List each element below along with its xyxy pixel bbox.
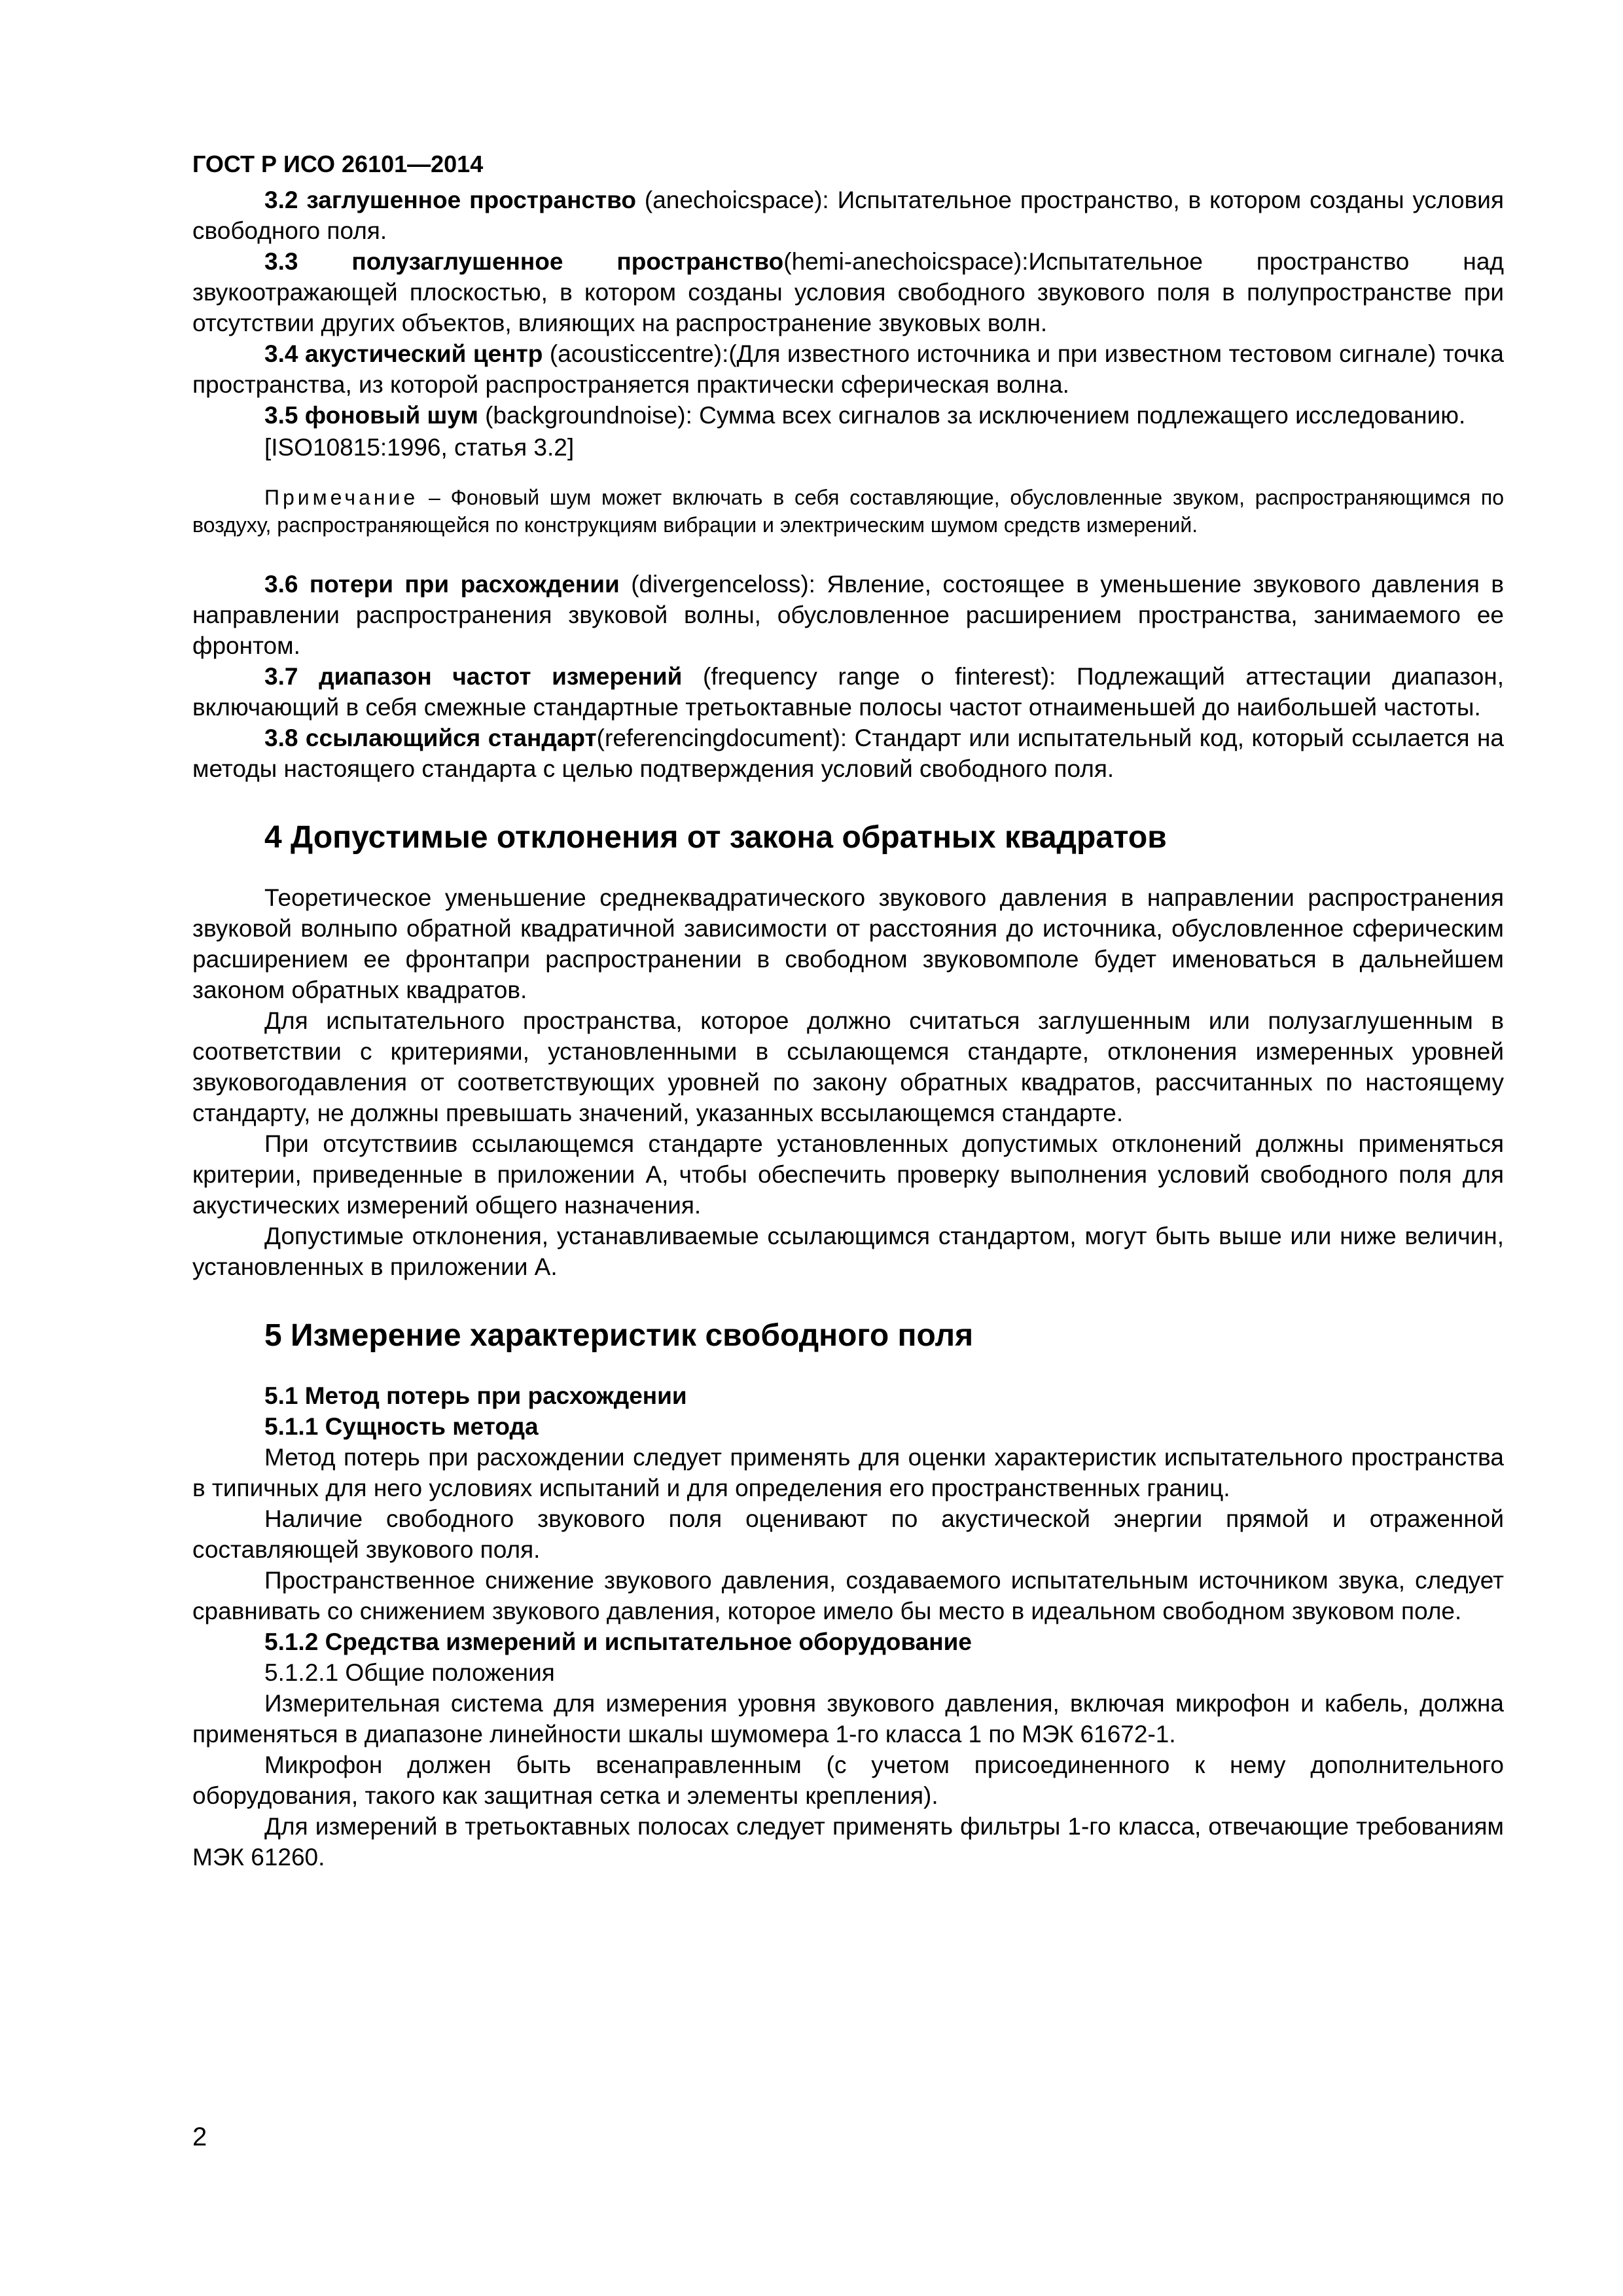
paragraph: Для измерений в третьоктавных полосах следует применять фильтры 1-го класса, отвечающие требованиям МЭК 61260. [192,1813,1504,1871]
definition-text: (backgroundnoise): Сумма всех сигналов за исключением подлежащего исследованию. [478,402,1466,429]
definition-3-5 [192,400,1504,431]
definition-3-7 [192,661,1504,723]
definition-term: 3.8 ссылающийся стандарт [264,725,597,751]
paragraph: Теоретическое уменьшение среднеквадратического звукового давления в направлении распространения звуковой волныпо обратной квадратичной зависимости от расстояния до источника, обусловленное сферическим расширением ее фронтапри распространении в свободном звуковомполе будет именоваться в дальнейшем законом обратных квадратов. [192,884,1504,1003]
reference-citation: [ISO10815:1996, статья 3.2] [264,434,575,461]
section-5-heading: 5 Измерение характеристик свободного поля [264,1318,974,1353]
definition-text: (acousticcentre):(Для известного источника и при известном тестовом сигнале) точка пространства, из которой распространяется практически сферическая волна. [192,340,1504,398]
definition-3-8 [192,723,1504,784]
paragraph: Микрофон должен быть всенаправленным (с учетом присоединенного к нему дополнительного оборудования, такого как защитная сетка и элементы крепления). [192,1751,1504,1809]
definition-3-3 [192,246,1504,338]
subsection-5-1-2-1-heading: 5.1.2.1 Общие положения [264,1659,555,1686]
paragraph: Наличие свободного звукового поля оценивают по акустической энергии прямой и отраженной составляющей звукового поля. [192,1505,1504,1563]
note-label: Примечание [264,486,419,509]
document-header: ГОСТ Р ИСО 26101—2014 [192,151,484,177]
page-content [192,149,1504,1873]
page-number: 2 [192,2123,207,2151]
section-4-heading: 4 Допустимые отклонения от закона обратных квадратов [264,820,1167,855]
definition-text: (hemi-anechoicspace):Испытательное пространство над звукоотражающей плоскостью, в котором созданы условия свободного звукового поля в полупространстве при отсутствии других объектов, влияющих на распространение звуковых волн. [192,248,1504,336]
paragraph: При отсутствиив ссылающемся стандарте установленных допустимых отклонений должны применяться критерии, приведенные в приложении А, чтобы обеспечить проверку выполнения условий свободного поля для акустических измерений общего назначения. [192,1130,1504,1219]
paragraph: Измерительная система для измерения уровня звукового давления, включая микрофон и кабель, должна применяться в диапазоне линейности шкалы шумомера 1-го класса 1 по МЭК 61672-1. [192,1690,1504,1748]
definition-text: (referencingdocument): Стандарт или испытательный код, который ссылается на методы настоящего стандарта с целью подтверждения условий свободного поля. [192,725,1504,782]
definition-term: 3.7 диапазон частот измерений [264,663,683,690]
definition-term: 3.5 фоновый шум [264,402,478,429]
definition-3-2 [192,185,1504,246]
definition-3-6 [192,569,1504,661]
subsection-5-1-heading: 5.1 Метод потерь при расхождении [264,1382,687,1409]
definition-term: 3.4 акустический центр [264,340,543,367]
paragraph: Для испытательного пространства, которое должно считаться заглушенным или полузаглушенным в соответствии с критериями, установленными в ссылающемся стандарте, отклонения измеренных уровней звуковогодавления от соответствующих уровней по закону обратных квадратов, рассчитанных по настоящему стандарту, не должны превышать значений, указанных вссылающемся стандарте. [192,1007,1504,1126]
definition-term: 3.6 потери при расхождении [264,571,620,598]
subsection-5-1-2-heading: 5.1.2 Средства измерений и испытательное оборудование [264,1628,972,1655]
paragraph: Допустимые отклонения, устанавливаемые ссылающимся стандартом, могут быть выше или ниже величин, установленных в приложении А. [192,1223,1504,1280]
note-text: – Фоновый шум может включать в себя составляющие, обусловленные звуком, распространяющимся по воздуху, распространяющейся по конструкциям вибрации и электрическим шумом средств измерений. [192,486,1504,537]
paragraph: Пространственное снижение звукового давления, создаваемого испытательным источником звука, следует сравнивать со снижением звукового давления, которое имело бы место в идеальном свободном звуковом поле. [192,1567,1504,1624]
subsection-5-1-1-heading: 5.1.1 Сущность метода [264,1413,539,1440]
definition-term: 3.2 заглушенное пространство [264,187,636,213]
definition-term: 3.3 полузаглушенное пространство [264,248,784,275]
definition-text: (divergenceloss): Явление, состоящее в уменьшение звукового давления в направлении распространения звуковой волны, обусловленное расширением пространства, занимаемого ее фронтом. [192,571,1505,659]
definition-text: (anechoicspace): Испытательное пространство, в котором созданы условия свободного поля. [192,187,1504,244]
paragraph: Метод потерь при расхождении следует применять для оценки характеристик испытательного пространства в типичных для него условиях испытаний и для определения его пространственных границ. [192,1444,1504,1501]
definition-3-4 [192,338,1504,400]
definition-text: (frequency range o finterest): Подлежащий аттестации диапазон, включающий в себя смежные стандартные третьоктавные полосы частот отнаименьшей до наибольшей частоты. [192,663,1504,721]
note [192,484,1504,539]
